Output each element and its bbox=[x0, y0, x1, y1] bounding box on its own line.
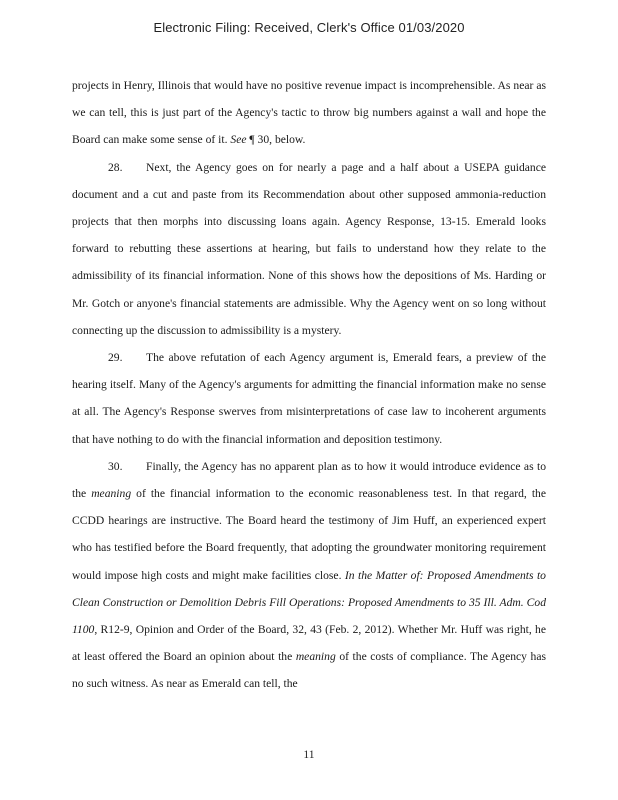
document-body bbox=[72, 72, 546, 698]
emphasis-meaning: meaning bbox=[295, 650, 336, 664]
see-signal: See bbox=[230, 133, 247, 147]
paragraph-number: 28. bbox=[108, 160, 123, 174]
paragraph-text: of the financial information to the economic reasonableness test. In that regard, the CCDD hearings are instructive. The Board heard the testimony of Jim Huff, an experienced expert who has testified before the Board frequently, that adopting the groundwater monitoring requirement would impose high costs and might make facilities close. bbox=[72, 487, 546, 582]
paragraph-29 bbox=[72, 344, 546, 453]
paragraph-30 bbox=[72, 453, 546, 698]
emphasis-meaning: meaning bbox=[91, 487, 132, 501]
continuation-text: projects in Henry, Illinois that would have no positive revenue impact is incomprehensible. As near as we can tell, this is just part of the Agency's tactic to throw big numbers against a wall and hope the Board can make some sense of it. bbox=[72, 79, 546, 147]
see-reference: ¶ 30, below. bbox=[246, 133, 306, 147]
paragraph-number: 29. bbox=[108, 351, 123, 365]
electronic-filing-stamp: Electronic Filing: Received, Clerk's Office 01/03/2020 bbox=[153, 20, 465, 35]
paragraph-text: Finally, the Agency has no apparent plan as to how it would introduce evidence as to the bbox=[72, 459, 546, 501]
page-number: 11 bbox=[303, 748, 315, 761]
paragraph-text: Next, the Agency goes on for nearly a page and a half about a USEPA guidance document and a cut and paste from its Recommendation about other supposed ammonia-reduction projects that then morphs into discussing loans again. Agency Response, 13-15. Emerald looks forward to rebutting these assertions at hearing, but fails to understand how they relate to the admissibility of its financial information. None of this shows how the depositions of Ms. Harding or Mr. Gotch or anyone's financial statements are admissible. Why the Agency went on so long without connecting up the discussion to admissibility is a mystery. bbox=[72, 160, 546, 337]
paragraph-number: 30. bbox=[108, 459, 123, 473]
paragraph-28 bbox=[72, 154, 546, 344]
paragraph-continuation bbox=[72, 72, 546, 154]
paragraph-text: , R12-9, Opinion and Order of the Board, 32, 43 (Feb. 2, 2012). Whether Mr. Huff was right, he at least offered the Board an opinion about the bbox=[72, 623, 546, 664]
paragraph-text: The above refutation of each Agency argument is, Emerald fears, a preview of the hearing itself. Many of the Agency's arguments for admitting the financial information make no sense at all. The Agency's Response swerves from misinterpretations of case law to incoherent arguments that have nothing to do with the financial information and deposition testimony. bbox=[72, 351, 546, 446]
case-citation-title: In the Matter of: Proposed Amendments to Clean Construction or Demolition Debris Fill Operations: Proposed Amendments to 35 Ill. Adm. Cod 1100 bbox=[72, 568, 546, 637]
paragraph-text: of the costs of compliance. The Agency has no such witness. As near as Emerald can tell, the bbox=[72, 650, 547, 691]
